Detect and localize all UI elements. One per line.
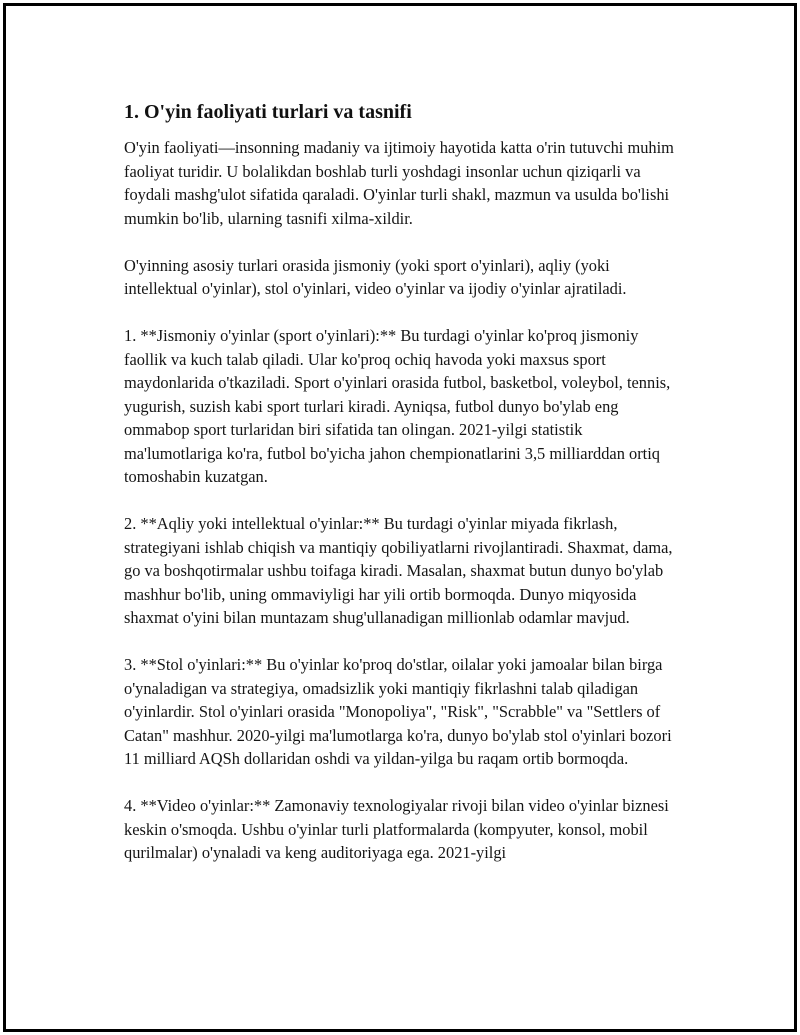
paragraph-board-games: 3. **Stol o'yinlari:** Bu o'yinlar ko'proq do'stlar, oilalar yoki jamoalar bilan birga o'ynaladigan va strategiya, omadsizlik yoki mantiqiy fikrlashni talab qiladigan o'yinlardir. Stol o'yinlari orasida "Monopoliya", "Risk", "Scrabble" va "Settlers of Catan" mashhur. 2020-yilgi ma'lumotlarga ko'ra, dunyo bo'ylab stol o'yinlari bozori 11 milliard AQSh dollaridan oshdi va yildan-yilga bu raqam ortib bormoqda. xyxy=(124,655,672,768)
paragraph-physical-games: 1. **Jismoniy o'yinlar (sport o'yinlari):** Bu turdagi o'yinlar ko'proq jismoniy faollik va kuch talab qiladi. Ular ko'proq ochiq havoda yoki maxsus sport maydonlarida o'tkaziladi. Sport o'yinlari orasida futbol, basketbol, voleybol, tennis, yugurish, suzish kabi sport turlari kiradi. Ayniqsa, futbol dunyo bo'ylab eng ommabop sport turlaridan biri sifatida tan olingan. 2021-yilgi statistik ma'lumotlariga ko'ra, futbol bo'yicha jahon chempionatlarini 3,5 milliarddan ortiq tomoshabin kuzatgan. xyxy=(124,326,671,486)
paragraph-intellectual-games: 2. **Aqliy yoki intellektual o'yinlar:** Bu turdagi o'yinlar miyada fikrlash, strategiyani ishlab chiqish va mantiqiy qobiliyatlarni rivojlantiradi. Shaxmat, dama, go va boshqotirmalar ushbu toifaga kiradi. Masalan, shaxmat butun dunyo bo'ylab mashhur bo'lib, uning ommaviyligi har yili ortib bormoqda. Dunyo miqyosida shaxmat o'yini bilan muntazam shug'ullanadigan millionlab odamlar mavjud. xyxy=(124,514,673,627)
paragraph-types-overview: O'yinning asosiy turlari orasida jismoniy (yoki sport o'yinlari), aqliy (yoki intellektual o'yinlar), stol o'yinlari, video o'yinlar va ijodiy o'yinlar ajratiladi. xyxy=(124,255,627,298)
page-border xyxy=(3,3,797,1032)
paragraph-video-games: 4. **Video o'yinlar:** Zamonaviy texnologiyalar rivoji bilan video o'yinlar biznesi keskin o'smoqda. Ushbu o'yinlar turli platformalarda (kompyuter, konsol, mobil qurilmalar) o'ynaladi va keng auditoriyaga ega. 2021-yilgi xyxy=(124,796,669,862)
paragraph-intro: O'yin faoliyati—insonning madaniy va ijtimoiy hayotida katta o'rin tutuvchi muhim faoliyat turidir. U bolalikdan boshlab turli yoshdagi insonlar uchun qiziqarli va foydali mashg'ulot sifatida qaraladi. O'yinlar turli shakl, mazmun va usulda bo'lishi mumkin bo'lib, ularning tasnifi xilma-xildir. xyxy=(124,138,674,228)
section-heading: 1. O'yin faoliyati turlari va tasnifi xyxy=(124,101,412,123)
document-body xyxy=(124,98,684,888)
